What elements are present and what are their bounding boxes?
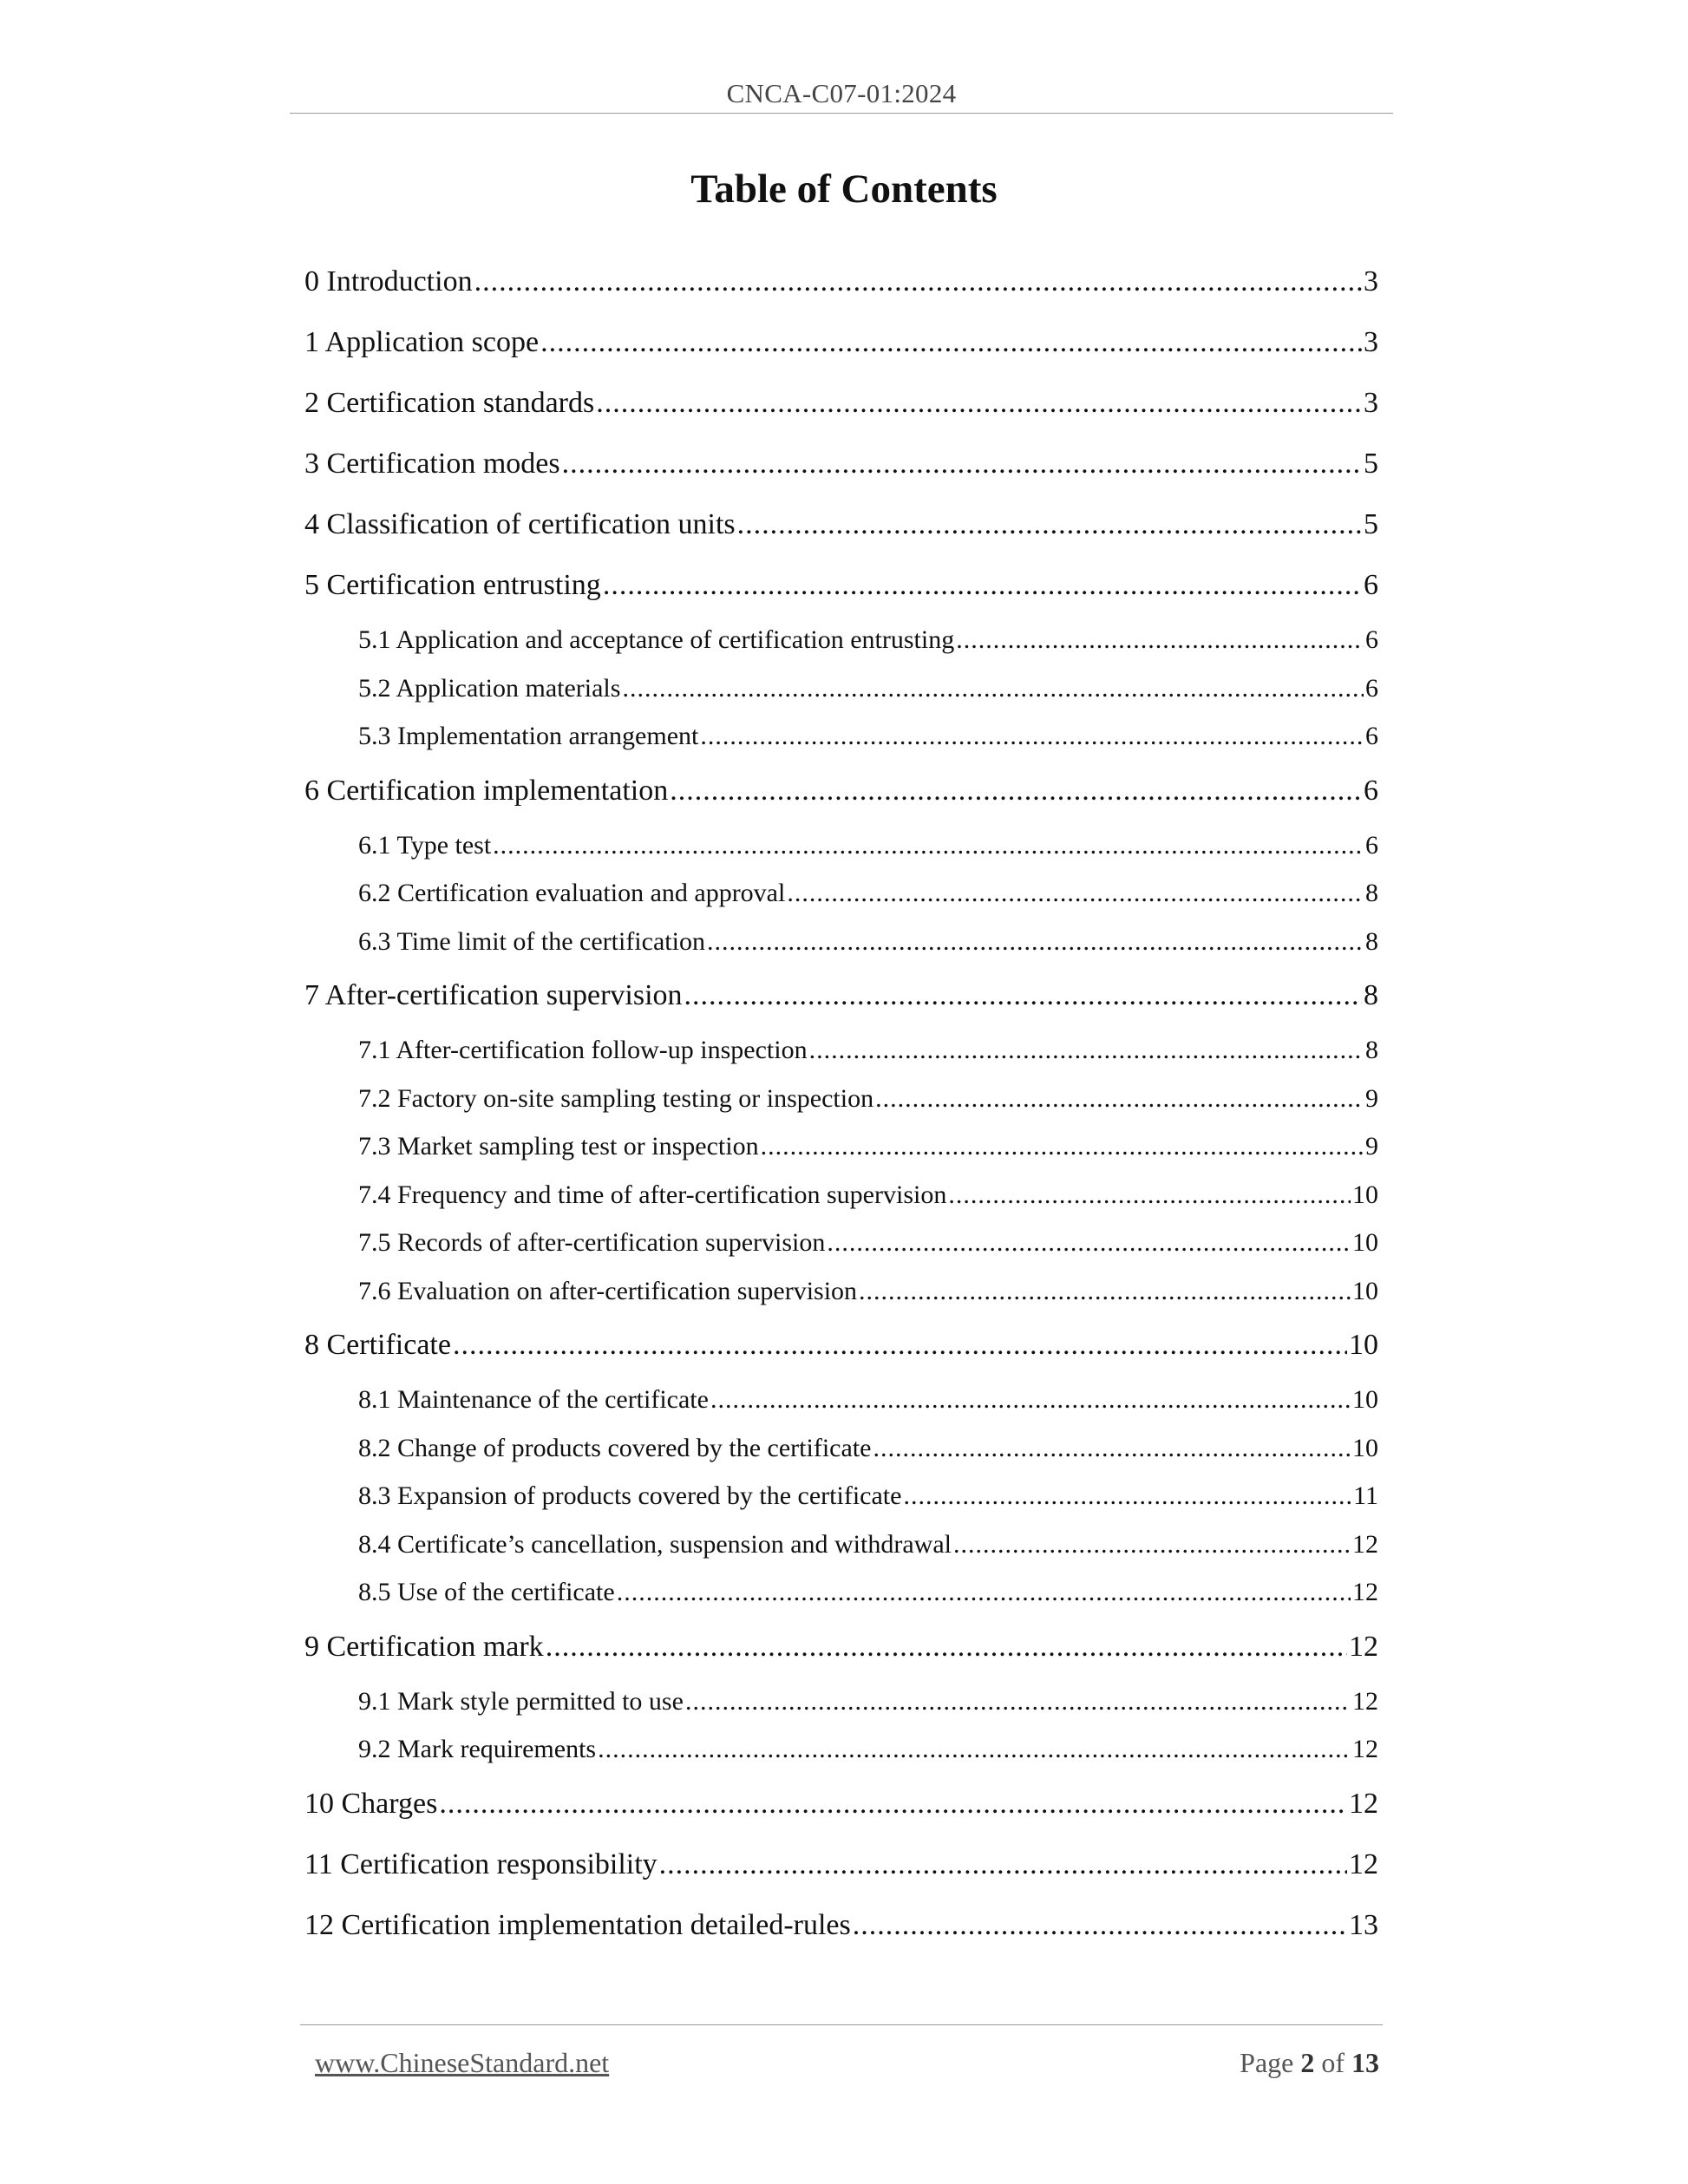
dot-leader [474, 252, 1362, 312]
toc-entry-page: 12 [1352, 1578, 1378, 1606]
toc-entry-label: 5 Certification entrusting [304, 569, 601, 601]
toc-entry-page: 12 [1349, 1847, 1378, 1880]
dot-leader [737, 494, 1362, 555]
toc-entry-label: 7.1 After-certification follow-up inspection [358, 1036, 808, 1064]
page-word: Page [1240, 2047, 1294, 2078]
toc-entry-label: 12 Certification implementation detailed-rules [304, 1908, 851, 1941]
toc-entry[interactable] [304, 1834, 1378, 1895]
toc-entry[interactable] [304, 1617, 1378, 1677]
toc-entry[interactable] [304, 761, 1378, 821]
toc-entry-page: 8 [1365, 926, 1378, 956]
toc-subentry[interactable] [304, 1472, 1378, 1520]
dot-leader [761, 1122, 1364, 1171]
toc-entry[interactable] [304, 555, 1378, 616]
toc-title: Table of Contents [690, 167, 998, 212]
toc-entry-page: 3 [1364, 387, 1378, 419]
toc-subentry[interactable] [304, 1520, 1378, 1569]
dot-leader [685, 1677, 1351, 1726]
table-of-contents [304, 252, 1378, 1956]
toc-entry-page: 6 [1365, 830, 1378, 860]
toc-entry-page: 3 [1364, 265, 1378, 298]
toc-entry-label: 3 Certification modes [304, 448, 560, 480]
toc-entry-label: 8.4 Certificate’s cancellation, suspension and withdrawal [358, 1529, 952, 1559]
toc-entry-label: 6.1 Type test [358, 830, 492, 860]
running-header [290, 75, 1393, 114]
toc-subentry[interactable] [304, 918, 1378, 966]
toc-entry-label: 5.3 Implementation arrangement [358, 722, 699, 750]
toc-entry-label: 6.3 Time limit of the certification [358, 926, 705, 956]
document-code: CNCA-C07-01:2024 [726, 78, 957, 108]
dot-leader [562, 434, 1362, 494]
toc-entry-page: 11 [1353, 1481, 1378, 1510]
toc-entry-label: 1 Application scope [304, 326, 540, 358]
toc-entry[interactable] [304, 434, 1378, 494]
dot-leader [659, 1834, 1347, 1895]
dot-leader [875, 1075, 1364, 1123]
toc-subentry[interactable] [304, 1725, 1378, 1774]
dot-leader [710, 1376, 1351, 1424]
dot-leader [670, 761, 1362, 821]
website-link[interactable]: www.ChineseStandard.net [315, 2047, 610, 2078]
toc-entry-page: 6 [1364, 774, 1378, 807]
toc-entry-page: 8 [1364, 979, 1378, 1011]
of-word: of [1321, 2047, 1345, 2078]
toc-entry-page: 10 [1352, 1180, 1378, 1209]
toc-entry-label: 9 Certification mark [304, 1630, 544, 1663]
dot-leader [707, 918, 1364, 966]
toc-entry-page: 8 [1365, 1036, 1378, 1064]
toc-subentry[interactable] [304, 869, 1378, 918]
page-total: 13 [1351, 2047, 1379, 2078]
toc-subentry[interactable] [304, 1568, 1378, 1617]
toc-entry[interactable] [304, 312, 1378, 373]
toc-entry-label: 8.5 Use of the certificate [358, 1578, 615, 1606]
toc-entry-page: 9 [1365, 1132, 1378, 1161]
dot-leader [873, 1424, 1351, 1473]
dot-leader [700, 712, 1364, 761]
toc-entry-page: 6 [1365, 625, 1378, 654]
toc-entry-page: 6 [1364, 569, 1378, 601]
toc-entry-page: 10 [1352, 1228, 1378, 1257]
toc-subentry[interactable] [304, 1267, 1378, 1316]
dot-leader [684, 965, 1362, 1026]
toc-entry-label: 2 Certification standards [304, 387, 595, 419]
toc-entry[interactable] [304, 965, 1378, 1026]
toc-entry-page: 6 [1365, 722, 1378, 750]
toc-entry-page: 10 [1352, 1433, 1378, 1462]
dot-leader [948, 1171, 1351, 1220]
toc-entry-page: 10 [1352, 1276, 1378, 1305]
toc-entry-page: 12 [1352, 1735, 1378, 1763]
dot-leader [493, 821, 1364, 870]
toc-subentry[interactable] [304, 712, 1378, 761]
toc-entry-label: 0 Introduction [304, 265, 473, 298]
toc-subentry[interactable] [304, 1026, 1378, 1075]
toc-subentry[interactable] [304, 1424, 1378, 1473]
toc-entry[interactable] [304, 1774, 1378, 1834]
toc-entry[interactable] [304, 373, 1378, 434]
toc-entry[interactable] [304, 252, 1378, 312]
toc-entry-page: 12 [1352, 1686, 1378, 1716]
toc-entry-label: 6.2 Certification evaluation and approval [358, 879, 786, 907]
toc-subentry[interactable] [304, 1171, 1378, 1220]
dot-leader [598, 1725, 1351, 1774]
dot-leader [603, 555, 1362, 616]
toc-entry-page: 12 [1352, 1529, 1378, 1559]
toc-entry-label: 7 After-certification supervision [304, 979, 683, 1011]
toc-entry-page: 8 [1365, 879, 1378, 907]
toc-entry-label: 8.2 Change of products covered by the certificate [358, 1433, 872, 1462]
toc-subentry[interactable] [304, 1075, 1378, 1123]
footer-divider [300, 2024, 1383, 2025]
toc-entry-page: 5 [1364, 508, 1378, 540]
toc-entry-page: 3 [1364, 326, 1378, 358]
page-indicator [1240, 2043, 1379, 2082]
toc-entry-label: 5.1 Application and acceptance of certification entrusting [358, 625, 955, 654]
dot-leader [827, 1219, 1351, 1267]
toc-entry-label: 8.1 Maintenance of the certificate [358, 1385, 709, 1414]
toc-entry-page: 5 [1364, 448, 1378, 480]
toc-subentry[interactable] [304, 664, 1378, 713]
dot-leader [953, 1520, 1351, 1569]
toc-entry-label: 7.2 Factory on-site sampling testing or inspection [358, 1083, 874, 1113]
toc-subentry[interactable] [304, 1219, 1378, 1267]
dot-leader [439, 1774, 1347, 1834]
toc-entry-label: 5.2 Application materials [358, 673, 621, 703]
toc-entry-page: 6 [1365, 673, 1378, 703]
toc-entry-label: 9.1 Mark style permitted to use [358, 1686, 684, 1716]
toc-entry-label: 7.4 Frequency and time of after-certification supervision [358, 1180, 947, 1209]
toc-subentry[interactable] [304, 1122, 1378, 1171]
toc-subentry[interactable] [304, 616, 1378, 664]
dot-leader [903, 1472, 1351, 1520]
toc-entry[interactable] [304, 494, 1378, 555]
toc-entry-label: 7.6 Evaluation on after-certification supervision [358, 1276, 858, 1305]
dot-leader [622, 664, 1364, 713]
toc-entry-page: 9 [1365, 1083, 1378, 1113]
toc-entry-page: 12 [1349, 1630, 1378, 1663]
dot-leader [853, 1895, 1347, 1956]
dot-leader [617, 1568, 1351, 1617]
dot-leader [787, 869, 1364, 918]
toc-entry[interactable] [304, 1315, 1378, 1376]
dot-leader [540, 312, 1362, 373]
dot-leader [596, 373, 1362, 434]
toc-entry-label: 7.3 Market sampling test or inspection [358, 1132, 759, 1161]
toc-entry-label: 11 Certification responsibility [304, 1847, 658, 1880]
dot-leader [956, 616, 1364, 664]
toc-subentry[interactable] [304, 1376, 1378, 1424]
toc-entry-label: 4 Classification of certification units [304, 508, 736, 540]
toc-entry-label: 9.2 Mark requirements [358, 1735, 597, 1763]
toc-entry-label: 10 Charges [304, 1787, 438, 1820]
page-current: 2 [1300, 2047, 1315, 2078]
toc-subentry[interactable] [304, 1677, 1378, 1726]
dot-leader [453, 1315, 1347, 1376]
toc-entry-label: 8 Certificate [304, 1329, 451, 1361]
toc-entry[interactable] [304, 1895, 1378, 1956]
dot-leader [859, 1267, 1351, 1316]
toc-entry-page: 13 [1349, 1908, 1378, 1941]
toc-entry-label: 6 Certification implementation [304, 774, 669, 807]
toc-entry-label: 8.3 Expansion of products covered by the certificate [358, 1481, 902, 1510]
toc-entry-page: 10 [1352, 1385, 1378, 1414]
dot-leader [809, 1026, 1364, 1075]
toc-entry-page: 10 [1349, 1329, 1378, 1361]
toc-entry-label: 7.5 Records of after-certification supervision [358, 1228, 826, 1257]
toc-subentry[interactable] [304, 821, 1378, 870]
dot-leader [546, 1617, 1347, 1677]
toc-entry-page: 12 [1349, 1787, 1378, 1820]
